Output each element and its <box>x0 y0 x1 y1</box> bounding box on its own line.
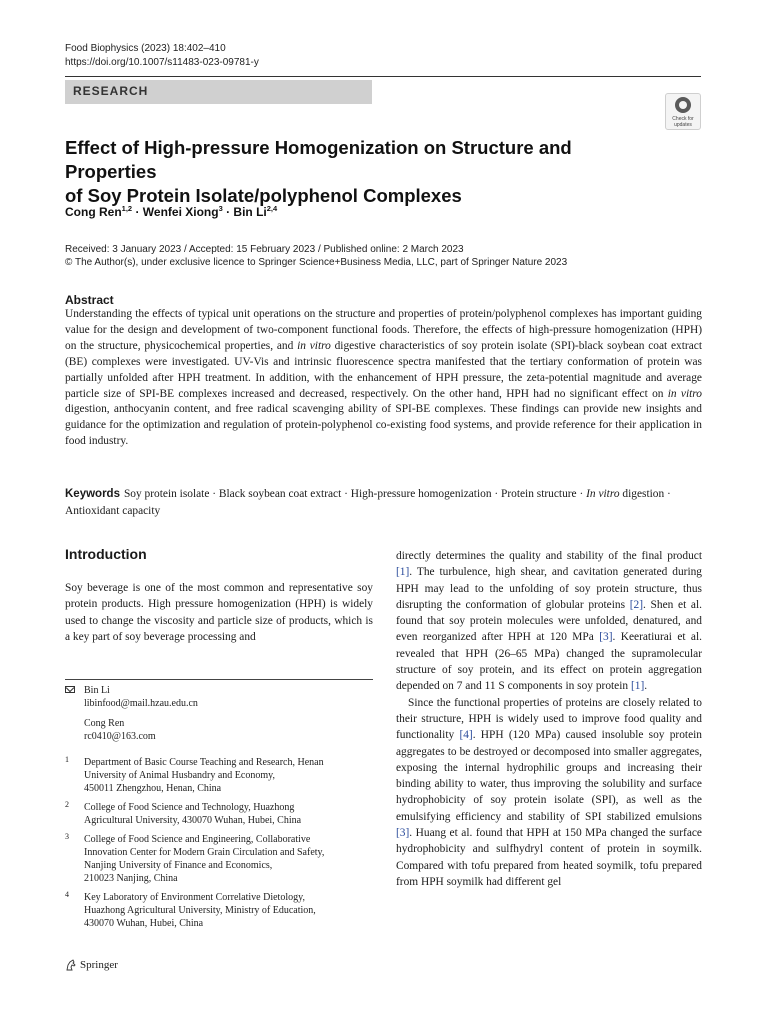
text: . <box>644 680 648 693</box>
affiliation-number: 2 <box>65 800 69 809</box>
text: . Shen et al. found that soy protein molecules were unfolded, denatured, and even reorganized after HPH at 120 MPa <box>396 598 702 644</box>
affiliation-3 <box>84 833 324 885</box>
author-name[interactable]: Cong Ren <box>65 205 122 219</box>
author-affiliation: 1,2 <box>121 204 133 213</box>
header-rule <box>65 76 701 77</box>
author-list <box>65 204 277 219</box>
author-separator: · <box>132 205 143 219</box>
affiliation-line: 450011 Zhengzhou, Henan, China <box>84 783 222 794</box>
section-banner <box>65 80 372 104</box>
title-line-2: of Soy Protein Isolate/polyphenol Complexes <box>65 185 462 206</box>
article-title <box>65 136 665 208</box>
affiliation-line: Agricultural University, 430070 Wuhan, Hubei, China <box>84 815 302 826</box>
affiliation-line: College of Food Science and Technology, Huazhong <box>84 802 295 813</box>
author-name[interactable]: Bin Li <box>233 205 267 219</box>
abstract-part: digestion, anthocyanin content, and free radical scavenging ability of SPI-BE complexes. These findings can provide new insights and guidance for the optimization and regulation of protein-polyphenol co-existing food systems, and provide reference for their application in food industry. <box>65 403 702 448</box>
keywords-italic: In vitro <box>586 488 620 500</box>
citation-link[interactable]: [1] <box>630 680 645 693</box>
abstract-heading: Abstract <box>65 293 114 307</box>
publication-history <box>65 243 567 269</box>
intro-right-column <box>396 548 702 890</box>
coauthor-name: Cong Ren <box>84 718 125 729</box>
affiliation-1 <box>84 756 324 795</box>
received-accepted-dates: Received: 3 January 2023 / Accepted: 15 February 2023 / Published online: 2 March 2023 <box>65 244 464 255</box>
intro-left-column: Soy beverage is one of the most common and representative soy protein products. High pressure homogenization (HPH) is widely used to change the viscosity and particle size of products, which is a key part of soy beverage processing and <box>65 582 373 643</box>
citation-link[interactable]: [4] <box>459 729 473 742</box>
affiliation-line: Department of Basic Course Teaching and Research, Henan <box>84 757 324 768</box>
journal-citation: Food Biophysics (2023) 18:402–410 <box>65 43 226 54</box>
affiliation-line: 210023 Nanjing, China <box>84 873 178 884</box>
check-for-updates-badge[interactable] <box>665 93 701 130</box>
keywords-part: Soy protein isolate · Black soybean coat extract · High-pressure homogenization · Protein structure · <box>123 488 587 500</box>
affiliation-line: Nanjing University of Finance and Economics, <box>84 860 273 871</box>
corresponding-author-email[interactable]: libinfood@mail.hzau.edu.cn <box>84 698 198 709</box>
abstract-italic: in vitro <box>667 387 702 400</box>
text: . Keeratiurai et al. revealed that HPH (26–65 MPa) changed the supramolecular structure of soy protein, and its effect on protein aggregation depended on 7 and 11 S components in soy protein <box>396 631 703 693</box>
intro-paragraph <box>396 548 702 695</box>
publisher-name: Springer <box>80 959 118 971</box>
affiliation-2 <box>84 801 301 827</box>
author-affiliation: 2,4 <box>266 204 278 213</box>
affiliation-line: Innovation Center for Modern Grain Circulation and Safety, <box>84 847 325 858</box>
springer-horse-icon <box>65 959 77 971</box>
affiliation-number: 3 <box>65 832 69 841</box>
affiliation-4 <box>84 891 316 930</box>
text: directly determines the quality and stability of the final product <box>396 550 702 562</box>
keywords <box>65 486 702 519</box>
abstract-part: digestive characteristics of soy protein isolate (SPI)-black soybean coat extract (BE) complexes were investigated. UV-Vis and intrinsic fluorescence spectra manifested that the tertiary conformation of protein was partially unfolded after HPH treatment. In addition, with the enhancement of HPH pressure, the zeta-potential magnitude and average particle size of SPI-BE complexes increased and decreased, respectively. On the other hand, HPH had no significant effect on <box>65 339 702 400</box>
affiliation-line: University of Animal Husbandry and Economy, <box>84 770 275 781</box>
affiliation-number: 4 <box>65 890 69 899</box>
title-line-1: Effect of High-pressure Homogenization on Structure and Properties <box>65 137 572 182</box>
author-affiliation: 3 <box>218 204 223 213</box>
author-name[interactable]: Wenfei Xiong <box>142 205 219 219</box>
affiliation-line: College of Food Science and Engineering, Collaborative <box>84 834 311 845</box>
crossmark-icon <box>675 97 691 113</box>
text: . HPH (120 MPa) caused insoluble soy protein aggregates to be destroyed or decomposed into smaller aggregates, exposing the internal hydrophilic groups and increasing their binding ability to water, thus improving the solubility and surface hydrophobicity of soy protein isolate (SPI), as well as the emulsifying efficiency and stability of SPI stabilized emulsions <box>396 729 702 823</box>
abstract-text <box>65 307 702 450</box>
citation-link[interactable]: [3] <box>599 631 613 644</box>
intro-paragraph <box>396 695 702 891</box>
envelope-icon <box>65 686 75 693</box>
citation-link[interactable]: [2] <box>629 598 644 611</box>
section-label: RESEARCH <box>73 84 149 98</box>
author-separator: · <box>222 205 234 219</box>
badge-text-2: updates <box>674 122 692 128</box>
citation-link[interactable]: [3] <box>396 827 410 840</box>
affiliation-line: Huazhong Agricultural University, Ministry of Education, <box>84 905 316 916</box>
affiliation-line: Key Laboratory of Environment Correlative Dietology, <box>84 892 305 903</box>
copyright-line: © The Author(s), under exclusive licence to Springer Science+Business Media, LLC, part of Springer Nature 2023 <box>65 257 568 268</box>
abstract-italic: in vitro <box>297 339 331 352</box>
introduction-heading: Introduction <box>65 546 147 562</box>
doi-link[interactable]: https://doi.org/10.1007/s11483-023-09781-y <box>65 57 259 68</box>
text: . The turbulence, high shear, and cavitation generated during HPH may lead to the unfolding of soy protein structure, thus disrupting the conformation of globular proteins <box>396 566 702 611</box>
badge-text-1: Check for <box>672 116 694 122</box>
abstract-part: Understanding the effects of typical unit operations on the structure and properties of protein/polyphenol complexes has important guiding value for the design and development of two-component functional foods. Therefore, the effects of high-pressure homogenization (HPH) on the structure, physicochemical properties, and <box>65 308 702 352</box>
footnote-rule <box>65 679 373 680</box>
citation-link[interactable]: [1] <box>396 566 410 579</box>
keywords-part: digestion · Antioxidant capacity <box>65 488 671 517</box>
affiliation-line: 430070 Wuhan, Hubei, China <box>84 918 204 929</box>
text: Since the functional properties of proteins are closely related to their structure, HPH is widely used to improve food quality and functionality <box>396 696 702 742</box>
text: . Huang et al. found that HPH at 150 MPa changed the surface hydrophobicity and sulfhydryl content of protein in soymilk. Compared with tofu prepared from heated soymilk, tofu prepared from HPH soymilk had different gel <box>396 827 702 888</box>
keywords-heading: Keywords <box>65 488 120 500</box>
coauthor-email[interactable]: rc0410@163.com <box>84 731 156 742</box>
corresponding-author-name: Bin Li <box>84 685 110 696</box>
affiliation-number: 1 <box>65 755 69 764</box>
